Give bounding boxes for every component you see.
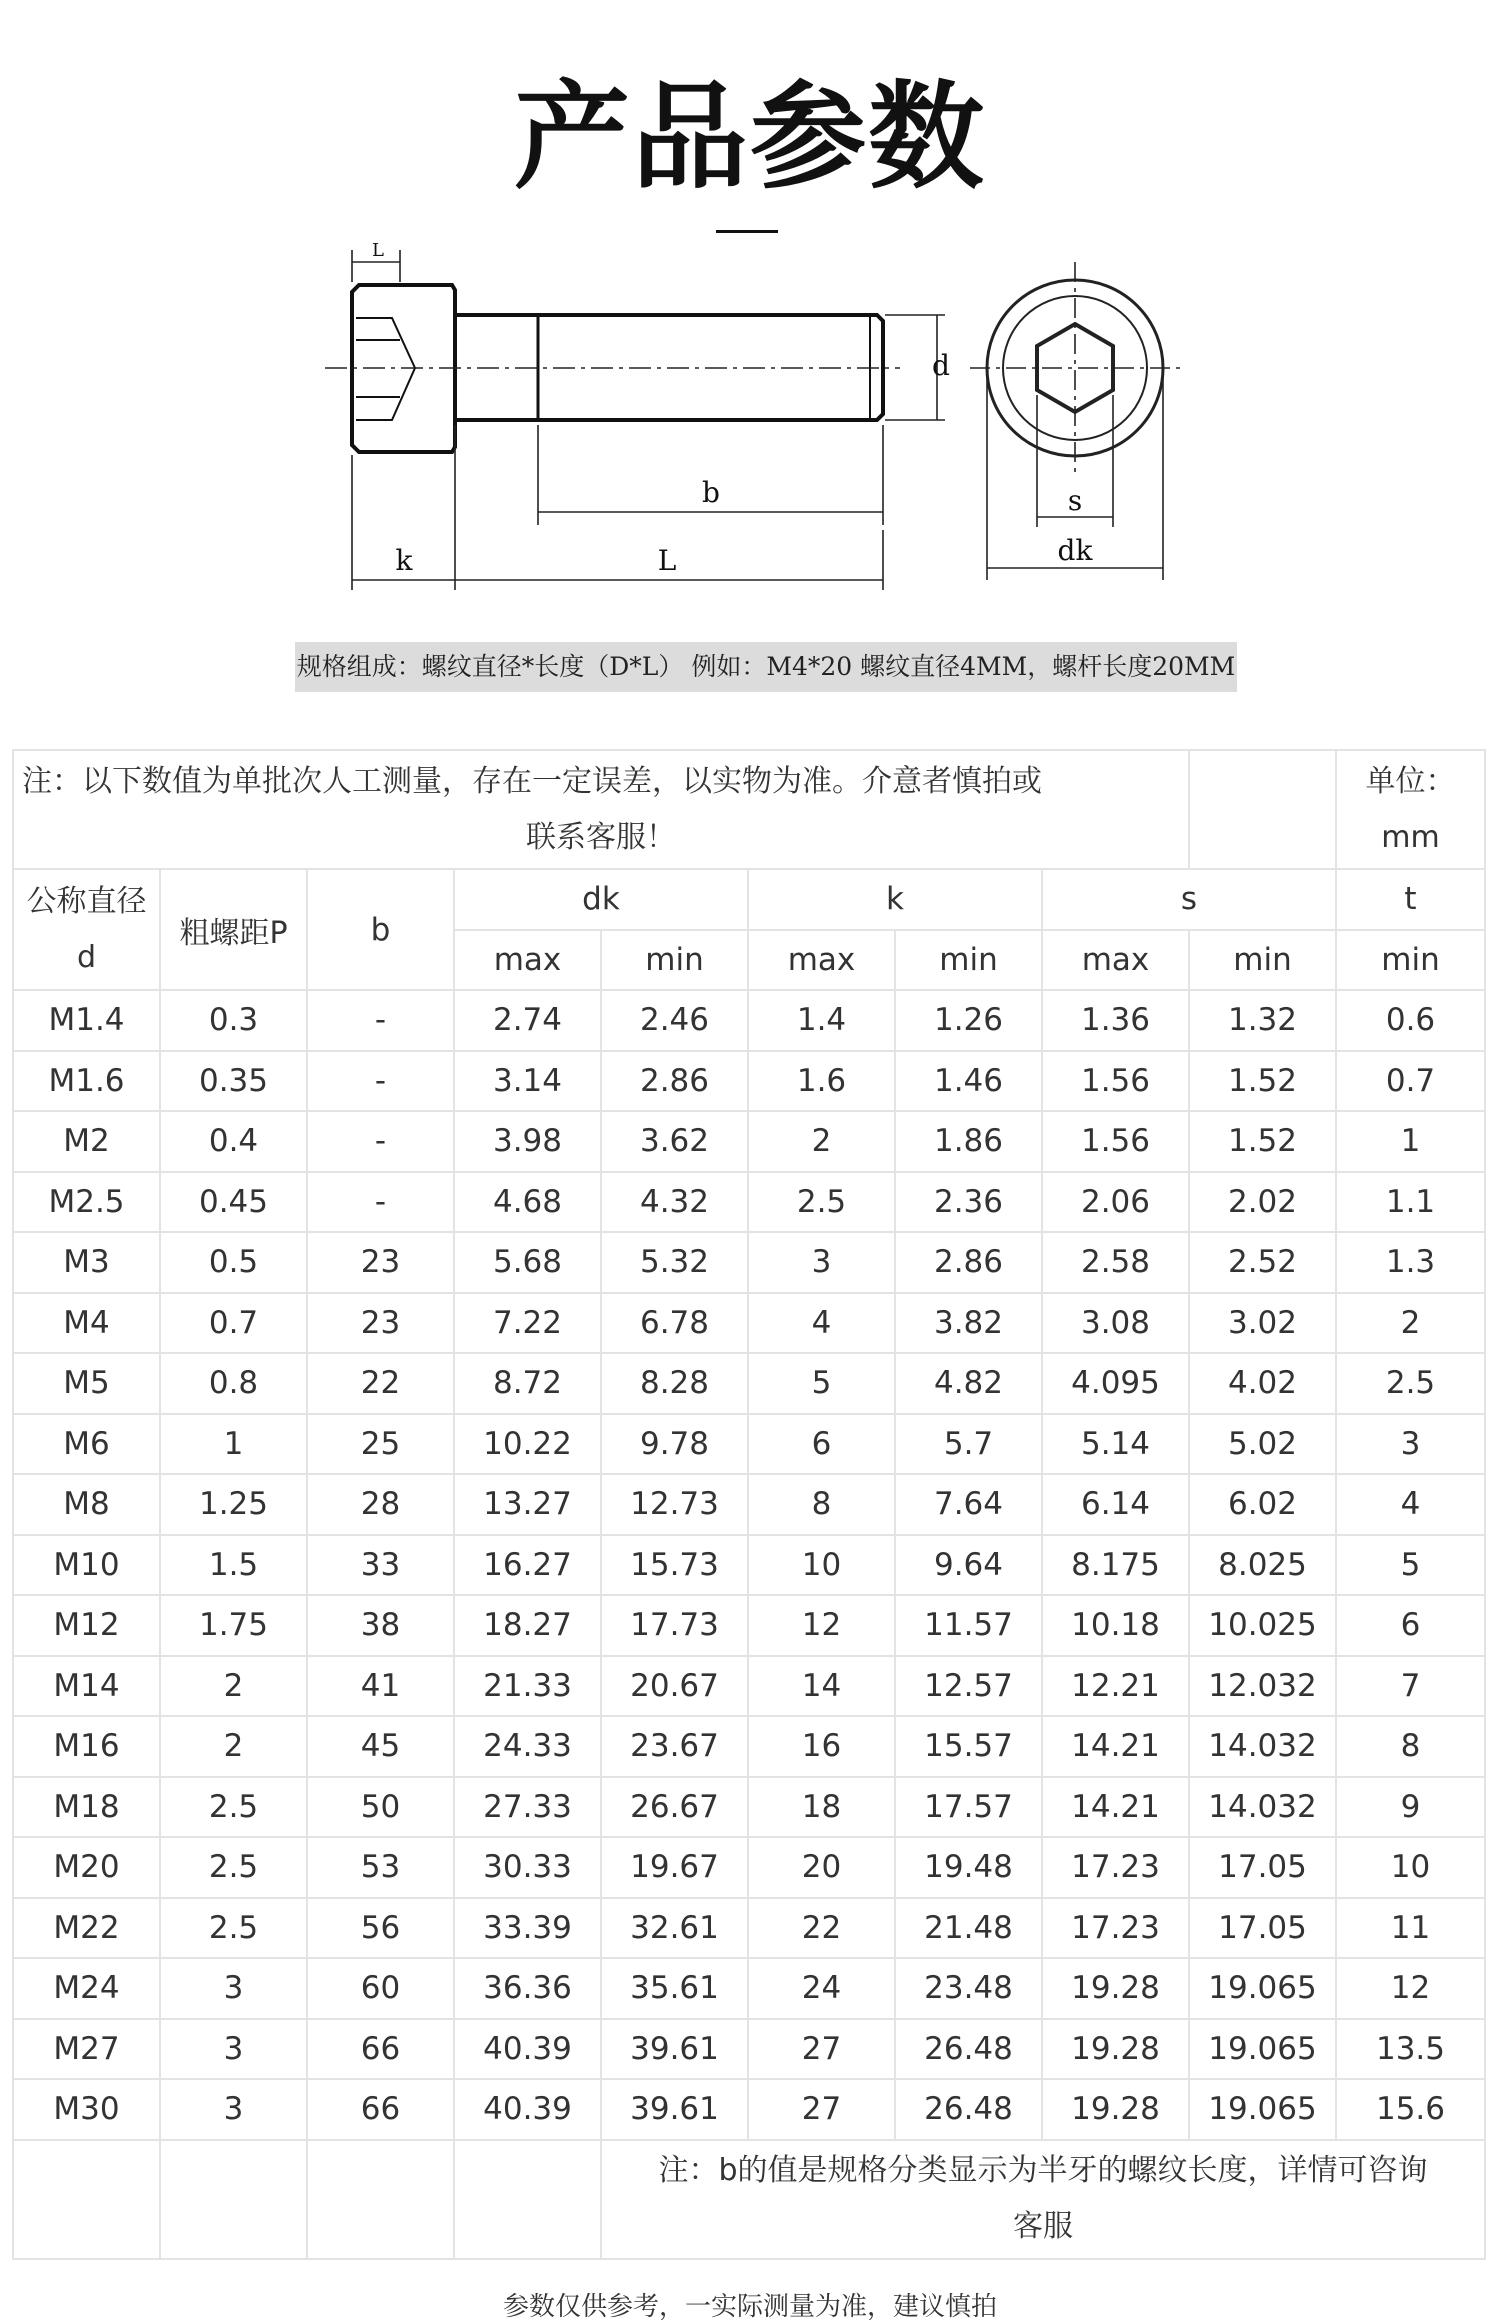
table-row — [13, 1777, 1485, 1838]
cell-k-max: 2 — [748, 1111, 895, 1172]
spec-table-body — [13, 990, 1485, 2140]
footer-disclaimer: 参数仅供参考，一实际测量为准，建议慎拍 — [502, 2292, 997, 2322]
cell-dk-min: 35.61 — [601, 1958, 748, 2019]
cell-dk-min: 8.28 — [601, 1353, 748, 1414]
cell-k-min: 2.36 — [895, 1172, 1042, 1233]
header-s-min: min — [1189, 930, 1336, 991]
table-row — [13, 2079, 1485, 2140]
cell-s-min: 5.02 — [1189, 1414, 1336, 1475]
cell-dk-min: 3.62 — [601, 1111, 748, 1172]
cell-size: M2 — [13, 1111, 160, 1172]
cell-pitch: 0.8 — [160, 1353, 307, 1414]
cell-k-min: 26.48 — [895, 2079, 1042, 2140]
cell-k-min: 1.86 — [895, 1111, 1042, 1172]
footnote-spacer — [160, 2140, 307, 2259]
dim-label-l-small: L — [372, 240, 384, 261]
cell-k-min: 21.48 — [895, 1898, 1042, 1959]
cell-size: M18 — [13, 1777, 160, 1838]
cell-dk-max: 30.33 — [454, 1837, 601, 1898]
cell-s-min: 19.065 — [1189, 1958, 1336, 2019]
b-value-footnote-line1: 注：b的值是规格分类显示为半牙的螺纹长度，详情可咨询 — [658, 2153, 1428, 2188]
table-row — [13, 1414, 1485, 1475]
cell-dk-min: 17.73 — [601, 1595, 748, 1656]
cell-dk-max: 4.68 — [454, 1172, 601, 1233]
header-k-max: max — [748, 930, 895, 991]
cell-t-min: 0.7 — [1336, 1051, 1485, 1112]
measurement-note — [13, 750, 1189, 869]
cell-size: M24 — [13, 1958, 160, 2019]
measurement-note-line2: 联系客服！ — [526, 819, 676, 855]
cell-dk-max: 18.27 — [454, 1595, 601, 1656]
cell-s-max: 6.14 — [1042, 1474, 1189, 1535]
cell-pitch: 2.5 — [160, 1898, 307, 1959]
cell-s-max: 1.56 — [1042, 1111, 1189, 1172]
header-b: b — [307, 869, 454, 990]
cell-pitch: 1.25 — [160, 1474, 307, 1535]
cell-t-min: 5 — [1336, 1535, 1485, 1596]
socket-lines — [356, 318, 415, 420]
cell-dk-max: 16.27 — [454, 1535, 601, 1596]
cell-k-max: 1.4 — [748, 990, 895, 1051]
header-dk-min: min — [601, 930, 748, 991]
cell-t-min: 6 — [1336, 1595, 1485, 1656]
cell-k-min: 1.26 — [895, 990, 1042, 1051]
header-nominal-diameter-label: 公称直径 — [26, 883, 147, 919]
cell-t-min: 8 — [1336, 1716, 1485, 1777]
cell-t-min: 11 — [1336, 1898, 1485, 1959]
cell-b: - — [307, 990, 454, 1051]
cell-s-min: 8.025 — [1189, 1535, 1336, 1596]
cell-b: - — [307, 1111, 454, 1172]
cell-b: 45 — [307, 1716, 454, 1777]
cell-size: M5 — [13, 1353, 160, 1414]
cell-s-max: 1.56 — [1042, 1051, 1189, 1112]
cell-t-min: 0.6 — [1336, 990, 1485, 1051]
cell-size: M8 — [13, 1474, 160, 1535]
cell-dk-min: 26.67 — [601, 1777, 748, 1838]
cell-b: 66 — [307, 2079, 454, 2140]
cell-k-min: 23.48 — [895, 1958, 1042, 2019]
cell-b: 41 — [307, 1656, 454, 1717]
cell-k-max: 6 — [748, 1414, 895, 1475]
cell-pitch: 2.5 — [160, 1777, 307, 1838]
table-row — [13, 1353, 1485, 1414]
footnote-row — [13, 2140, 1485, 2259]
table-row — [13, 1595, 1485, 1656]
cell-dk-max: 40.39 — [454, 2019, 601, 2080]
cell-k-max: 24 — [748, 1958, 895, 2019]
cell-b: 56 — [307, 1898, 454, 1959]
header-t: t — [1336, 869, 1485, 930]
cell-b: 53 — [307, 1837, 454, 1898]
cell-k-max: 16 — [748, 1716, 895, 1777]
footnote-spacer — [454, 2140, 601, 2259]
cell-s-max: 17.23 — [1042, 1898, 1189, 1959]
cell-k-min: 4.82 — [895, 1353, 1042, 1414]
cell-s-max: 8.175 — [1042, 1535, 1189, 1596]
cell-k-max: 1.6 — [748, 1051, 895, 1112]
table-row — [13, 1051, 1485, 1112]
page-title: 产品参数 — [514, 70, 986, 205]
cell-dk-max: 8.72 — [454, 1353, 601, 1414]
cell-k-max: 10 — [748, 1535, 895, 1596]
cell-t-min: 10 — [1336, 1837, 1485, 1898]
spec-table — [12, 749, 1486, 2260]
screw-diagram — [0, 240, 1500, 610]
cell-b: 25 — [307, 1414, 454, 1475]
table-row — [13, 990, 1485, 1051]
cell-k-min: 12.57 — [895, 1656, 1042, 1717]
cell-t-min: 7 — [1336, 1656, 1485, 1717]
header-s-max: max — [1042, 930, 1189, 991]
cell-size: M27 — [13, 2019, 160, 2080]
table-row — [13, 1958, 1485, 2019]
cell-dk-min: 20.67 — [601, 1656, 748, 1717]
cell-b: 38 — [307, 1595, 454, 1656]
cell-s-min: 1.52 — [1189, 1051, 1336, 1112]
header-s: s — [1042, 869, 1336, 930]
cell-k-max: 5 — [748, 1353, 895, 1414]
cell-s-min: 19.065 — [1189, 2019, 1336, 2080]
cell-k-max: 22 — [748, 1898, 895, 1959]
cell-size: M14 — [13, 1656, 160, 1717]
cell-b: 23 — [307, 1232, 454, 1293]
cell-s-min: 19.065 — [1189, 2079, 1336, 2140]
cell-s-max: 10.18 — [1042, 1595, 1189, 1656]
note-spacer — [1189, 750, 1336, 869]
header-t-min: min — [1336, 930, 1485, 991]
cell-pitch: 1.75 — [160, 1595, 307, 1656]
cell-dk-min: 23.67 — [601, 1716, 748, 1777]
cell-k-min: 19.48 — [895, 1837, 1042, 1898]
cell-k-min: 3.82 — [895, 1293, 1042, 1354]
title-underline — [716, 230, 778, 233]
cell-s-max: 3.08 — [1042, 1293, 1189, 1354]
cell-t-min: 3 — [1336, 1414, 1485, 1475]
header-row-1 — [13, 869, 1485, 930]
cell-pitch: 2 — [160, 1716, 307, 1777]
cell-b: 50 — [307, 1777, 454, 1838]
cell-k-max: 18 — [748, 1777, 895, 1838]
dim-label-dk: dk — [1057, 534, 1093, 567]
dim-label-s: s — [1067, 484, 1083, 517]
cell-b: 66 — [307, 2019, 454, 2080]
cell-k-min: 2.86 — [895, 1232, 1042, 1293]
cell-b: 22 — [307, 1353, 454, 1414]
cell-k-min: 7.64 — [895, 1474, 1042, 1535]
cell-pitch: 1 — [160, 1414, 307, 1475]
cell-t-min: 15.6 — [1336, 2079, 1485, 2140]
cell-s-min: 17.05 — [1189, 1898, 1336, 1959]
cell-dk-min: 2.46 — [601, 990, 748, 1051]
cell-k-min: 15.57 — [895, 1716, 1042, 1777]
header-nominal-diameter — [13, 869, 160, 990]
cell-k-min: 26.48 — [895, 2019, 1042, 2080]
cell-size: M16 — [13, 1716, 160, 1777]
cell-s-max: 19.28 — [1042, 2079, 1189, 2140]
cell-pitch: 0.5 — [160, 1232, 307, 1293]
cell-size: M30 — [13, 2079, 160, 2140]
cell-size: M1.6 — [13, 1051, 160, 1112]
cell-dk-max: 3.98 — [454, 1111, 601, 1172]
table-row — [13, 1535, 1485, 1596]
cell-pitch: 1.5 — [160, 1535, 307, 1596]
cell-s-max: 2.58 — [1042, 1232, 1189, 1293]
measurement-note-line1: 注：以下数值为单批次人工测量，存在一定误差，以实物为准。介意者慎拍或 — [22, 763, 1042, 799]
header-pitch: 粗螺距P — [160, 869, 307, 990]
cell-dk-max: 10.22 — [454, 1414, 601, 1475]
cell-dk-max: 5.68 — [454, 1232, 601, 1293]
cell-size: M2.5 — [13, 1172, 160, 1233]
b-value-footnote-line2: 客服 — [1013, 2209, 1073, 2244]
spec-format-note: 规格组成：螺纹直径*长度（D*L） 例如：M4*20 螺纹直径4MM，螺杆长度20MM — [295, 642, 1237, 692]
cell-dk-min: 15.73 — [601, 1535, 748, 1596]
cell-dk-min: 5.32 — [601, 1232, 748, 1293]
header-k-min: min — [895, 930, 1042, 991]
cell-dk-max: 36.36 — [454, 1958, 601, 2019]
dim-label-b: b — [702, 476, 720, 509]
cell-dk-min: 2.86 — [601, 1051, 748, 1112]
table-row — [13, 1474, 1485, 1535]
cell-s-max: 2.06 — [1042, 1172, 1189, 1233]
table-row — [13, 1898, 1485, 1959]
cell-b: 33 — [307, 1535, 454, 1596]
table-row — [13, 1656, 1485, 1717]
cell-dk-max: 33.39 — [454, 1898, 601, 1959]
cell-pitch: 3 — [160, 2019, 307, 2080]
dim-label-L: L — [657, 544, 677, 577]
cell-t-min: 1.3 — [1336, 1232, 1485, 1293]
cell-t-min: 9 — [1336, 1777, 1485, 1838]
cell-k-min: 5.7 — [895, 1414, 1042, 1475]
cell-pitch: 3 — [160, 1958, 307, 2019]
table-row — [13, 1837, 1485, 1898]
unit-cell — [1336, 750, 1485, 869]
cell-s-min: 1.32 — [1189, 990, 1336, 1051]
cell-t-min: 2 — [1336, 1293, 1485, 1354]
cell-b: - — [307, 1172, 454, 1233]
cell-s-min: 1.52 — [1189, 1111, 1336, 1172]
cell-dk-max: 24.33 — [454, 1716, 601, 1777]
dim-label-k: k — [395, 544, 413, 577]
cell-s-min: 6.02 — [1189, 1474, 1336, 1535]
cell-s-min: 14.032 — [1189, 1777, 1336, 1838]
cell-s-min: 12.032 — [1189, 1656, 1336, 1717]
cell-k-max: 20 — [748, 1837, 895, 1898]
cell-dk-max: 21.33 — [454, 1656, 601, 1717]
cell-size: M10 — [13, 1535, 160, 1596]
cell-s-max: 14.21 — [1042, 1777, 1189, 1838]
cell-dk-min: 32.61 — [601, 1898, 748, 1959]
cell-s-max: 19.28 — [1042, 2019, 1189, 2080]
cell-pitch: 2.5 — [160, 1837, 307, 1898]
cell-s-max: 19.28 — [1042, 1958, 1189, 2019]
footnote-spacer — [307, 2140, 454, 2259]
cell-t-min: 2.5 — [1336, 1353, 1485, 1414]
cell-size: M6 — [13, 1414, 160, 1475]
cell-s-min: 4.02 — [1189, 1353, 1336, 1414]
cell-s-max: 5.14 — [1042, 1414, 1189, 1475]
cell-s-min: 10.025 — [1189, 1595, 1336, 1656]
header-nominal-diameter-symbol: d — [76, 939, 97, 975]
cell-t-min: 1 — [1336, 1111, 1485, 1172]
table-row — [13, 1716, 1485, 1777]
cell-pitch: 0.35 — [160, 1051, 307, 1112]
cell-dk-max: 3.14 — [454, 1051, 601, 1112]
cell-s-min: 3.02 — [1189, 1293, 1336, 1354]
table-row — [13, 1111, 1485, 1172]
cell-s-min: 17.05 — [1189, 1837, 1336, 1898]
cell-t-min: 4 — [1336, 1474, 1485, 1535]
header-k: k — [748, 869, 1042, 930]
cell-dk-max: 7.22 — [454, 1293, 601, 1354]
cell-dk-max: 40.39 — [454, 2079, 601, 2140]
cell-size: M3 — [13, 1232, 160, 1293]
cell-dk-max: 13.27 — [454, 1474, 601, 1535]
cell-s-min: 14.032 — [1189, 1716, 1336, 1777]
cell-size: M4 — [13, 1293, 160, 1354]
cell-size: M20 — [13, 1837, 160, 1898]
cell-size: M22 — [13, 1898, 160, 1959]
cell-k-max: 2.5 — [748, 1172, 895, 1233]
header-dk: dk — [454, 869, 748, 930]
table-row — [13, 1172, 1485, 1233]
cell-s-min: 2.02 — [1189, 1172, 1336, 1233]
cell-pitch: 0.7 — [160, 1293, 307, 1354]
cell-b: 23 — [307, 1293, 454, 1354]
cell-k-max: 27 — [748, 2019, 895, 2080]
table-row — [13, 1232, 1485, 1293]
cell-k-min: 11.57 — [895, 1595, 1042, 1656]
cell-s-max: 1.36 — [1042, 990, 1189, 1051]
cell-dk-min: 12.73 — [601, 1474, 748, 1535]
cell-k-min: 17.57 — [895, 1777, 1042, 1838]
cell-s-max: 14.21 — [1042, 1716, 1189, 1777]
cell-s-max: 12.21 — [1042, 1656, 1189, 1717]
cell-size: M1.4 — [13, 990, 160, 1051]
unit-value: mm — [1381, 819, 1440, 855]
cell-b: 28 — [307, 1474, 454, 1535]
unit-label: 单位： — [1365, 763, 1456, 799]
cell-dk-max: 27.33 — [454, 1777, 601, 1838]
cell-s-min: 2.52 — [1189, 1232, 1336, 1293]
header-dk-max: max — [454, 930, 601, 991]
cell-k-max: 27 — [748, 2079, 895, 2140]
cell-dk-min: 39.61 — [601, 2079, 748, 2140]
cell-dk-min: 19.67 — [601, 1837, 748, 1898]
table-row — [13, 2019, 1485, 2080]
cell-dk-min: 6.78 — [601, 1293, 748, 1354]
cell-k-max: 12 — [748, 1595, 895, 1656]
cell-pitch: 0.45 — [160, 1172, 307, 1233]
cell-k-min: 1.46 — [895, 1051, 1042, 1112]
cell-b: 60 — [307, 1958, 454, 2019]
cell-k-min: 9.64 — [895, 1535, 1042, 1596]
cell-k-max: 4 — [748, 1293, 895, 1354]
cell-k-max: 14 — [748, 1656, 895, 1717]
footnote-spacer — [13, 2140, 160, 2259]
table-row — [13, 1293, 1485, 1354]
cell-k-max: 3 — [748, 1232, 895, 1293]
cell-dk-min: 39.61 — [601, 2019, 748, 2080]
cell-s-max: 4.095 — [1042, 1353, 1189, 1414]
cell-s-max: 17.23 — [1042, 1837, 1189, 1898]
cell-dk-min: 9.78 — [601, 1414, 748, 1475]
cell-t-min: 13.5 — [1336, 2019, 1485, 2080]
cell-pitch: 0.4 — [160, 1111, 307, 1172]
cell-b: - — [307, 1051, 454, 1112]
note-row — [13, 750, 1485, 869]
cell-pitch: 0.3 — [160, 990, 307, 1051]
cell-dk-min: 4.32 — [601, 1172, 748, 1233]
cell-pitch: 2 — [160, 1656, 307, 1717]
cell-size: M12 — [13, 1595, 160, 1656]
cell-t-min: 12 — [1336, 1958, 1485, 2019]
b-value-footnote — [601, 2140, 1485, 2259]
cell-pitch: 3 — [160, 2079, 307, 2140]
cell-dk-max: 2.74 — [454, 990, 601, 1051]
dim-label-d: d — [932, 349, 950, 382]
cell-k-max: 8 — [748, 1474, 895, 1535]
cell-t-min: 1.1 — [1336, 1172, 1485, 1233]
